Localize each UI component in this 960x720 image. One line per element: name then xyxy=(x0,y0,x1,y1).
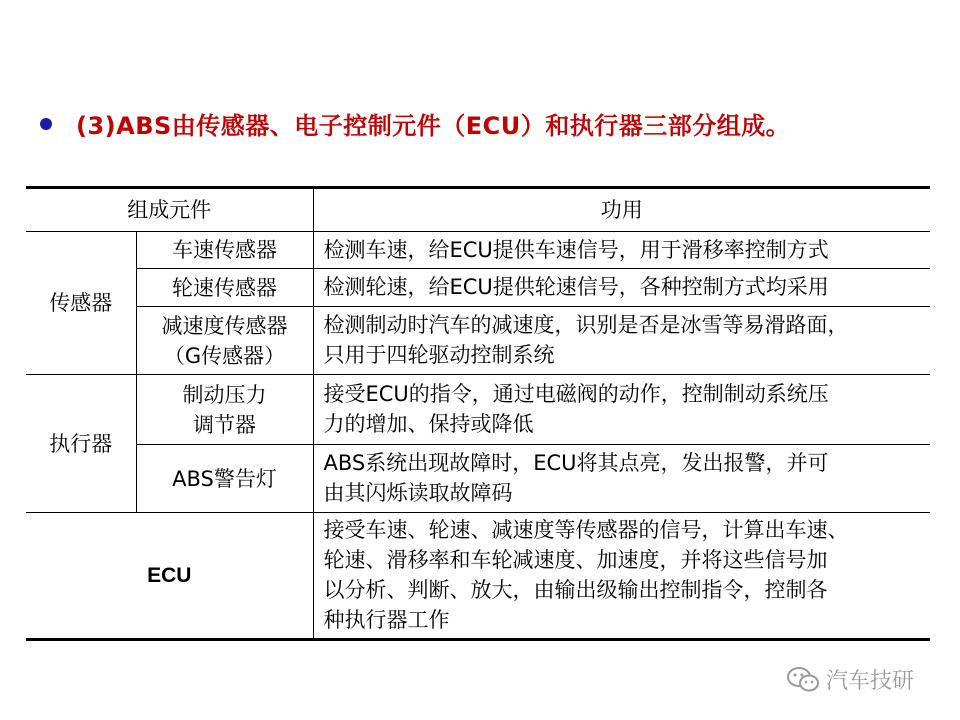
component-wheel-speed-sensor: 轮速传感器 xyxy=(136,269,313,307)
component-decel-sensor-line2: （G传感器） xyxy=(163,343,286,368)
header-component: 组成元件 xyxy=(26,188,313,232)
abs-components-table xyxy=(26,186,930,641)
category-sensor: 传感器 xyxy=(26,232,136,375)
wechat-icon xyxy=(786,666,820,694)
table-row xyxy=(26,375,930,445)
component-decel-sensor xyxy=(136,307,313,375)
function-pressure-modulator xyxy=(313,375,930,445)
header-function: 功用 xyxy=(313,188,930,232)
function-vehicle-speed-sensor: 检测车速，给ECU提供车速信号，用于滑移率控制方式 xyxy=(313,232,930,269)
function-decel-sensor xyxy=(313,307,930,375)
function-abs-warning-lamp-line1: ABS系统出现故障时，ECU将其点亮，发出报警，并可 xyxy=(323,451,829,475)
function-decel-sensor-line2: 只用于四轮驱动控制系统 xyxy=(323,343,555,367)
table-row xyxy=(26,232,930,269)
function-abs-warning-lamp xyxy=(313,445,930,513)
component-pressure-modulator xyxy=(136,375,313,445)
watermark-text: 汽车技研 xyxy=(826,669,915,694)
table-row xyxy=(26,445,930,513)
watermark xyxy=(786,664,914,695)
table-header-row xyxy=(26,188,930,232)
table-row xyxy=(26,513,930,640)
function-ecu xyxy=(313,513,930,640)
component-decel-sensor-line1: 减速度传感器 xyxy=(161,313,288,338)
component-abs-warning-lamp: ABS警告灯 xyxy=(136,445,313,513)
function-ecu-line3: 以分析、判断、放大，由输出级输出控制指令，控制各 xyxy=(323,578,828,602)
heading-row xyxy=(40,106,790,141)
category-actuator: 执行器 xyxy=(26,375,136,513)
category-ecu: ECU xyxy=(26,513,313,640)
component-pressure-modulator-line2: 调节器 xyxy=(193,412,256,437)
table-row xyxy=(26,307,930,375)
component-pressure-modulator-line1: 制动压力 xyxy=(182,382,267,407)
function-ecu-line4: 种执行器工作 xyxy=(323,608,450,632)
function-abs-warning-lamp-line2: 由其闪烁读取故障码 xyxy=(323,481,513,505)
function-decel-sensor-line1: 检测制动时汽车的减速度，识别是否是冰雪等易滑路面， xyxy=(323,313,849,337)
bullet-icon xyxy=(40,118,52,130)
slide-heading: (3)ABS由传感器、电子控制元件（ECU）和执行器三部分组成。 xyxy=(76,112,791,140)
table-row xyxy=(26,269,930,307)
function-pressure-modulator-line2: 力的增加、保持或降低 xyxy=(323,412,534,436)
function-ecu-line2: 轮速、滑移率和车轮减速度、加速度，并将这些信号加 xyxy=(323,548,828,572)
function-wheel-speed-sensor: 检测轮速，给ECU提供轮速信号，各种控制方式均采用 xyxy=(313,269,930,307)
function-pressure-modulator-line1: 接受ECU的指令，通过电磁阀的动作，控制制动系统压 xyxy=(323,382,829,406)
function-ecu-line1: 接受车速、轮速、减速度等传感器的信号，计算出车速、 xyxy=(323,518,849,542)
component-vehicle-speed-sensor: 车速传感器 xyxy=(136,232,313,269)
